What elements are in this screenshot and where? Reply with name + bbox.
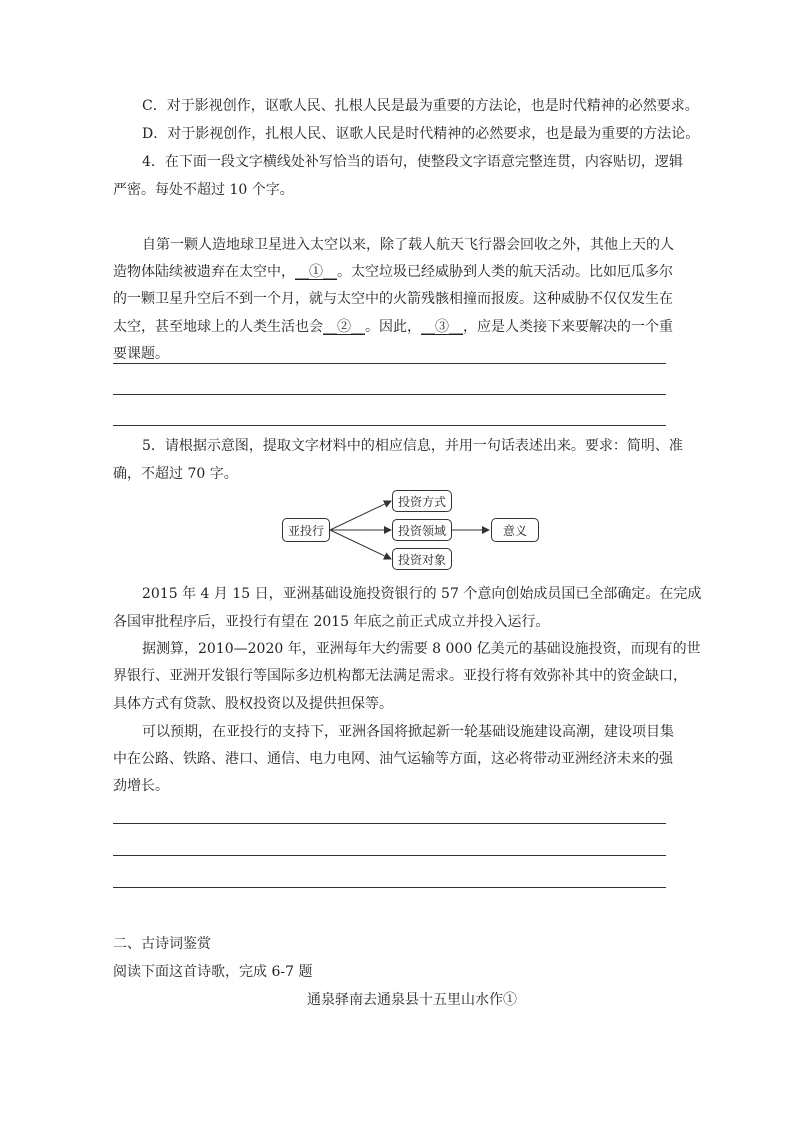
q4-prompt-line1: 4．在下面一段文字横线处补写恰当的语句，使整段文字语意完整连贯，内容贴切，逻辑	[142, 154, 683, 170]
q4-text: 。因此，	[365, 319, 421, 335]
arrow-to-branch-3	[330, 530, 391, 559]
q4-prompt-line2: 严密。每处不超过 10 个字。	[113, 182, 294, 198]
q4-text: ，应是人类接下来要解决的一个重	[463, 319, 673, 335]
answer-line[interactable]	[113, 887, 666, 888]
material-p3-line1: 可以预期，在亚投行的支持下，亚洲各国将掀起新一轮基础设施建设高潮，建设项目集	[142, 724, 674, 740]
material-p3-line3: 劲增长。	[113, 778, 169, 794]
diagram-target-node: 意义	[491, 518, 539, 542]
poem-title: 通泉驿南去通泉县十五里山水作①	[307, 992, 517, 1008]
material-p2-line1: 据测算，2010—2020 年，亚洲每年大约需要 8 000 亿美元的基础设施投资，而现有的世	[142, 641, 701, 657]
diagram-branch-node: 投资领域	[392, 519, 452, 541]
q4-passage-line1: 自第一颗人造地球卫星进入太空以来，除了载人航天飞行器会回收之外，其他上天的人	[142, 237, 674, 253]
q4-text: 造物体陆续被遗弃在太空中，	[113, 264, 295, 280]
blank-1: __①__	[295, 264, 337, 280]
q4-passage-line3: 的一颗卫星升空后不到一个月，就与太空中的火箭残骸相撞而报废。这种威胁不仅仅发生在	[113, 291, 673, 307]
blank-3: __③__	[421, 319, 463, 335]
material-p2-line3: 具体方式有贷款、股权投资以及提供担保等。	[113, 696, 393, 712]
option-c: C．对于影视创作，讴歌人民、扎根人民是最为重要的方法论，也是时代精神的必然要求。	[142, 98, 699, 114]
diagram-branch-node: 投资方式	[392, 490, 452, 512]
diagram-source-node: 亚投行	[282, 518, 330, 542]
material-p3-line2: 中在公路、铁路、港口、通信、电力电网、油气运输等方面，这必将带动亚洲经济未来的强	[113, 751, 673, 767]
section-instruction: 阅读下面这首诗歌，完成 6-7 题	[113, 964, 313, 980]
q4-passage-line5: 要课题。	[113, 346, 169, 362]
option-d: D．对于影视创作，扎根人民、讴歌人民是时代精神的必然要求，也是最为重要的方法论。	[142, 126, 700, 142]
blank-2: __②__	[323, 319, 365, 335]
q4-text: 。太空垃圾已经威胁到人类的航天活动。比如厄瓜多尔	[337, 264, 673, 280]
q5-prompt-line1: 5．请根据示意图，提取文字材料中的相应信息，并用一句话表述出来。要求：简明、准	[142, 438, 683, 454]
material-p2-line2: 界银行、亚洲开发银行等国际多边机构都无法满足需求。亚投行将有效弥补其中的资金缺口，	[113, 668, 687, 684]
q4-text: 太空，甚至地球上的人类生活也会	[113, 319, 323, 335]
answer-line[interactable]	[113, 855, 666, 856]
answer-line[interactable]	[113, 823, 666, 824]
section-heading: 二、古诗词鉴赏	[113, 936, 211, 952]
arrow-to-branch-1	[330, 501, 391, 530]
material-p1-line1: 2015 年 4 月 15 日，亚洲基础设施投资银行的 57 个意向创始成员国已全部确定。在完成	[142, 586, 702, 602]
diagram-branch-node: 投资对象	[392, 548, 452, 570]
q5-prompt-line2: 确，不超过 70 字。	[113, 466, 238, 482]
material-p1-line2: 各国审批程序后，亚投行有望在 2015 年底之前正式成立并投入运行。	[113, 614, 550, 630]
